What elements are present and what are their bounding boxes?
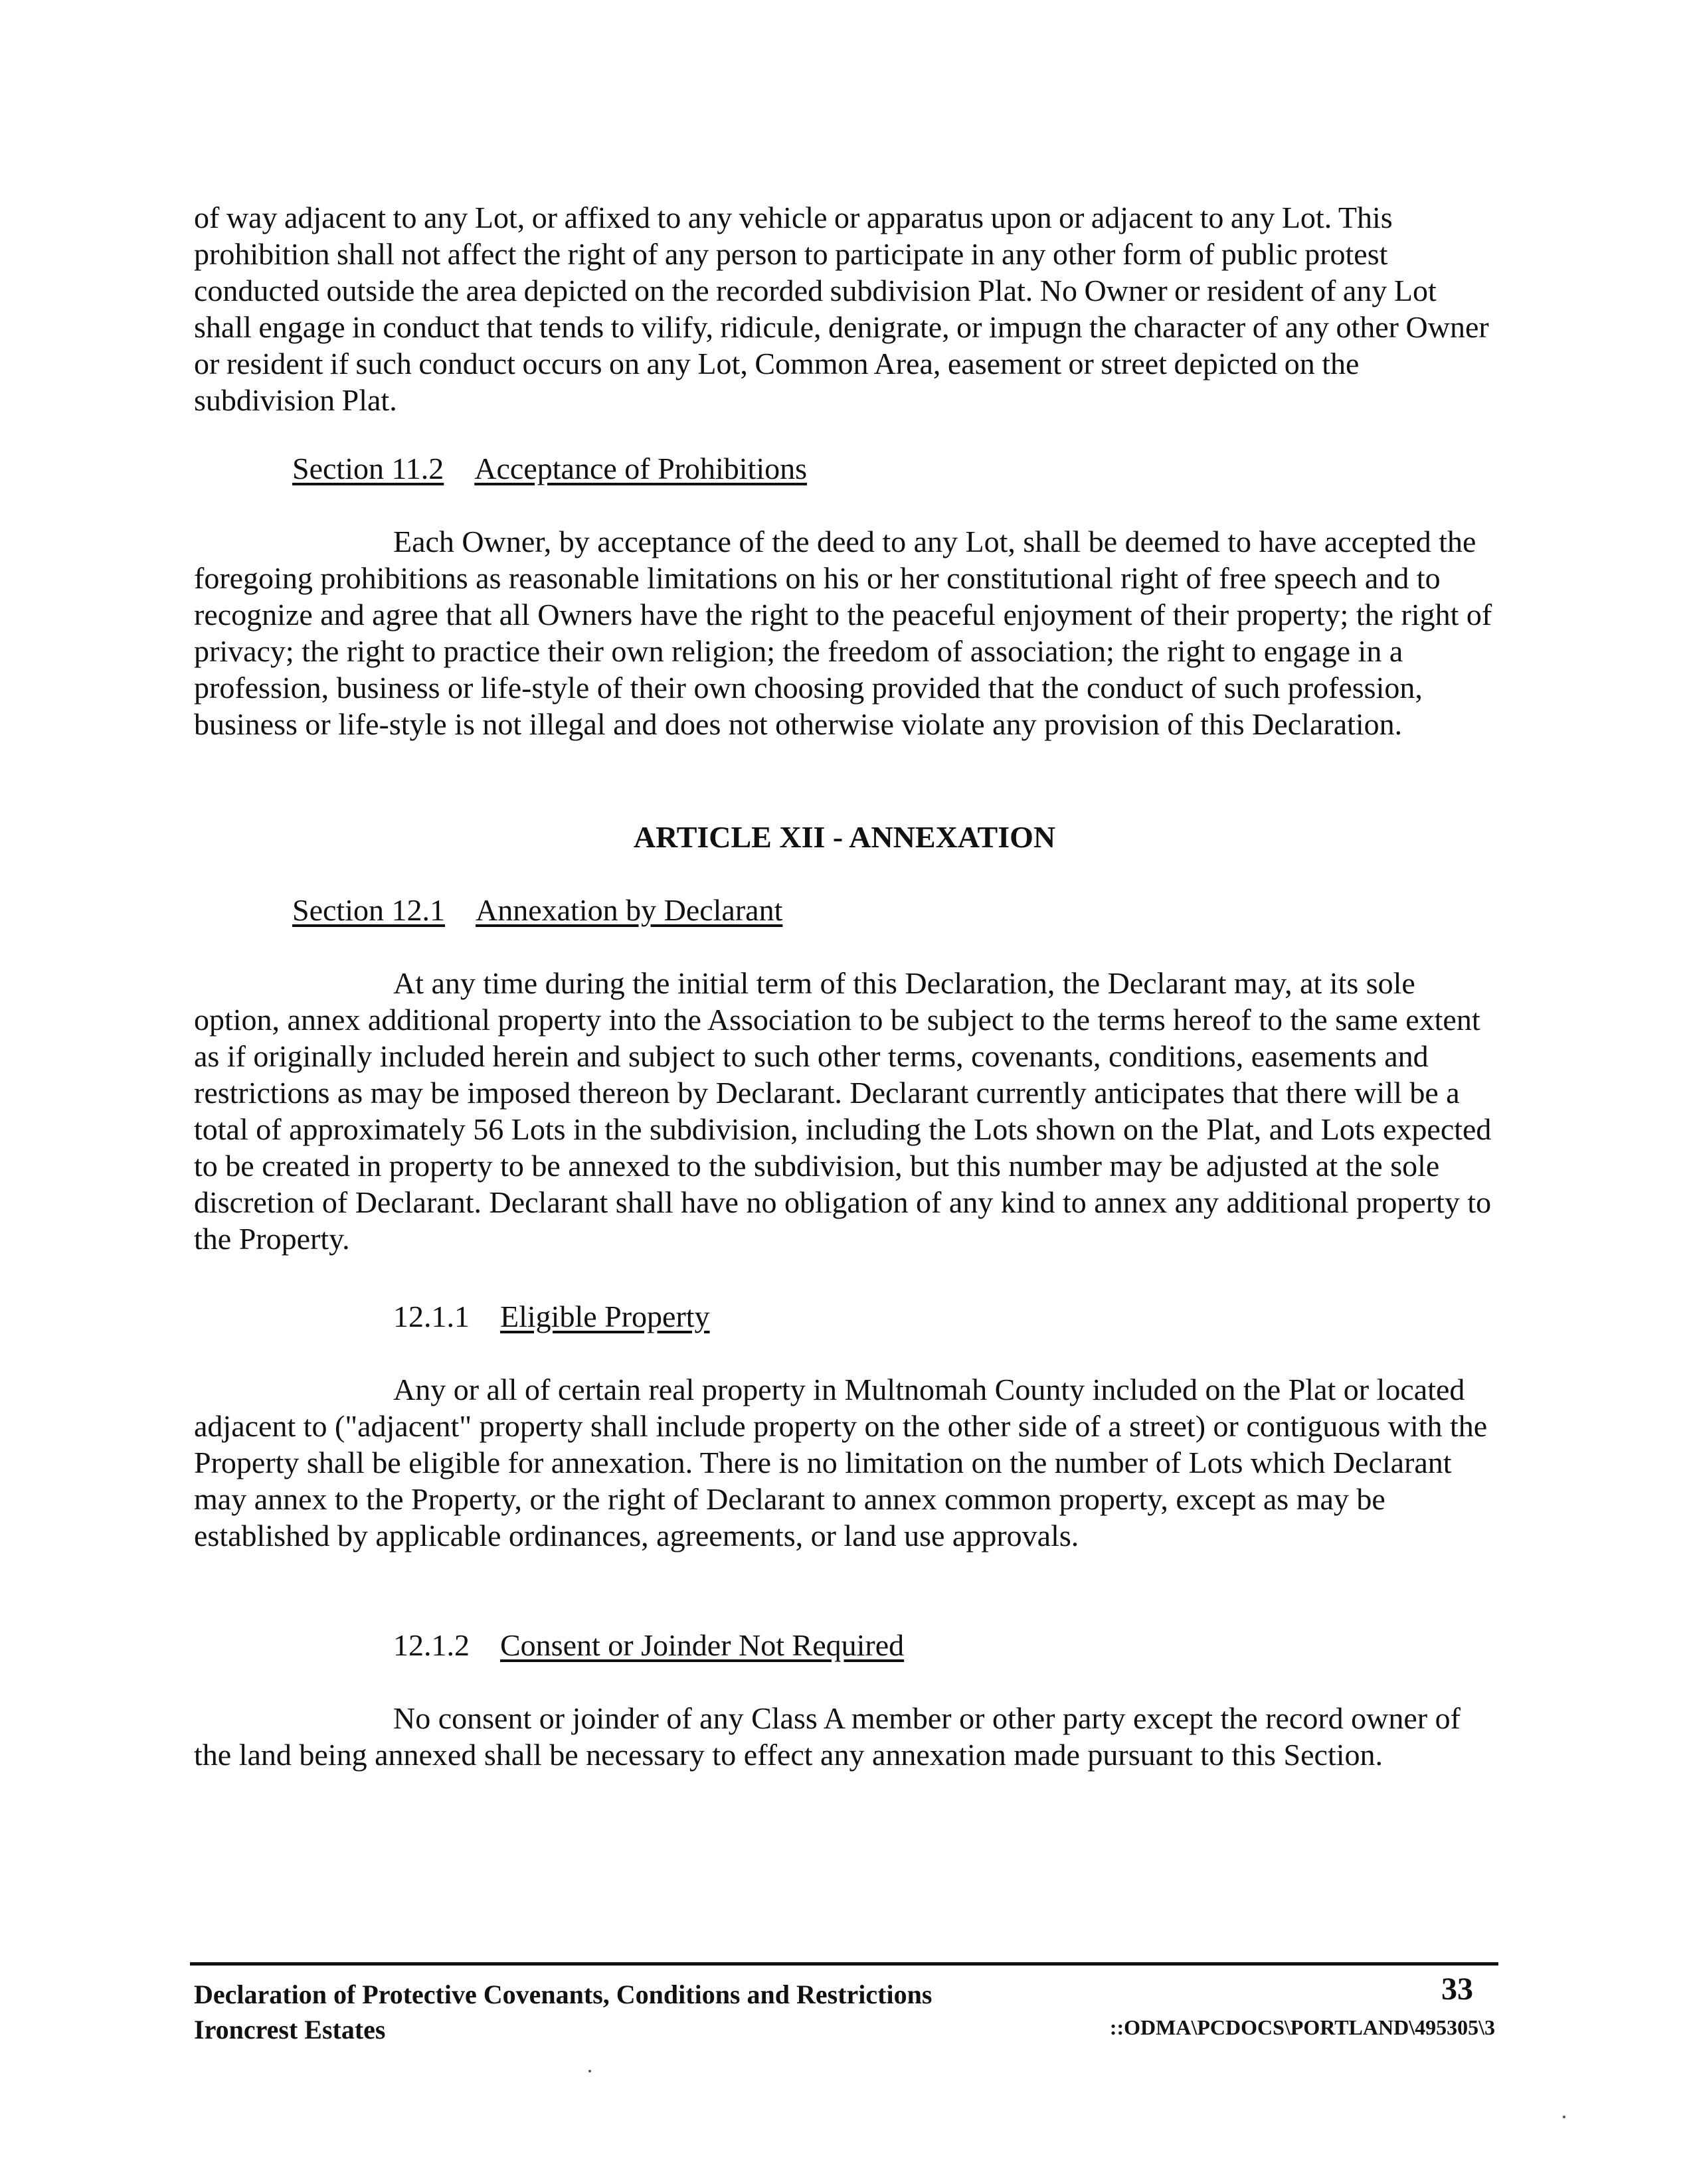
footer-document-title: Declaration of Protective Covenants, Conditions and Restrictions — [194, 1979, 933, 2009]
section-number: 12.1.1 — [393, 1300, 470, 1333]
section-number: Section 12.1 — [292, 893, 445, 927]
paragraph-consent-or-joinder: No consent or joinder of any Class A member or other party except the record owner of the land being annexed shall be necessary to effect any annexation made pursuant to this Section. — [194, 1701, 1461, 1772]
scan-speck — [1563, 2116, 1565, 2118]
paragraph-acceptance-of-prohibitions: Each Owner, by acceptance of the deed to any Lot, shall be deemed to have accepted the foregoing prohibitions as reasonable limitations on his or her constitutional right of free speech and to recognize and agree that all Owners have the right to the peaceful enjoyment of their property; the right of privacy; the right to practice their own religion; the freedom of association; the right to engage in a profession, business or life-style of their own choosing provided that the conduct of such profession, business or life-style is not illegal and does not otherwise violate any provision of this Declaration. — [194, 525, 1492, 741]
paragraph-eligible-property: Any or all of certain real property in Multnomah County included on the Plat or located adjacent to ("adjacent" property shall include property on the other side of a street) or contiguous with the Property shall be eligible for annexation. There is no limitation on the number of Lots which Declarant may annex to the Property, or the right of Declarant to annex common property, except as may be established by applicable ordinances, agreements, or land use approvals. — [194, 1373, 1488, 1553]
paragraph-annexation-by-declarant: At any time during the initial term of this Declaration, the Declarant may, at its sole option, annex additional property into the Association to be subject to the terms hereof to the same extent as if originally included herein and subject to such other terms, covenants, conditions, easements and restrictions as may be imposed thereon by Declarant. Declarant currently anticipates that there will be a total of approximately 56 Lots in the subdivision, including the Lots shown on the Plat, and Lots expected to be created in property to be annexed to the subdivision, but this number may be adjusted at the sole discretion of Declarant. Declarant shall have no obligation of any kind to annex any additional property to the Property. — [194, 966, 1492, 1256]
section-12-1-1-heading — [393, 1298, 710, 1335]
scan-speck — [588, 2070, 591, 2072]
section-title: Annexation by Declarant — [475, 893, 783, 927]
footer-rule — [190, 1962, 1498, 1966]
footer-project-name: Ironcrest Estates — [194, 2015, 386, 2045]
section-title: Acceptance of Prohibitions — [474, 452, 808, 485]
footer-document-id: ::ODMA\PCDOCS\PORTLAND\495305\3 — [1109, 2015, 1495, 2039]
paragraph-prohibition-continued: of way adjacent to any Lot, or affixed to any vehicle or apparatus upon or adjacent to any Lot. This prohibition shall not affect the right of any person to participate in any other form of public protest conducted outside the area depicted on the recorded subdivision Plat. No Owner or resident of any Lot shall engage in conduct that tends to vilify, ridicule, denigrate, or impugn the character of any other Owner or resident if such conduct occurs on any Lot, Common Area, easement or street depicted on the subdivision Plat. — [194, 201, 1489, 417]
page-number: 33 — [1441, 1972, 1473, 2007]
section-12-1-heading — [292, 892, 782, 928]
section-title: Consent or Joinder Not Required — [500, 1628, 905, 1662]
section-number: 12.1.2 — [393, 1628, 470, 1662]
section-number: Section 11.2 — [292, 452, 444, 485]
section-title: Eligible Property — [500, 1300, 710, 1333]
section-12-1-2-heading — [393, 1627, 904, 1663]
article-heading: ARTICLE XII - ANNEXATION — [633, 820, 1056, 854]
section-11-2-heading — [292, 450, 807, 487]
footer-left — [194, 1977, 932, 2047]
